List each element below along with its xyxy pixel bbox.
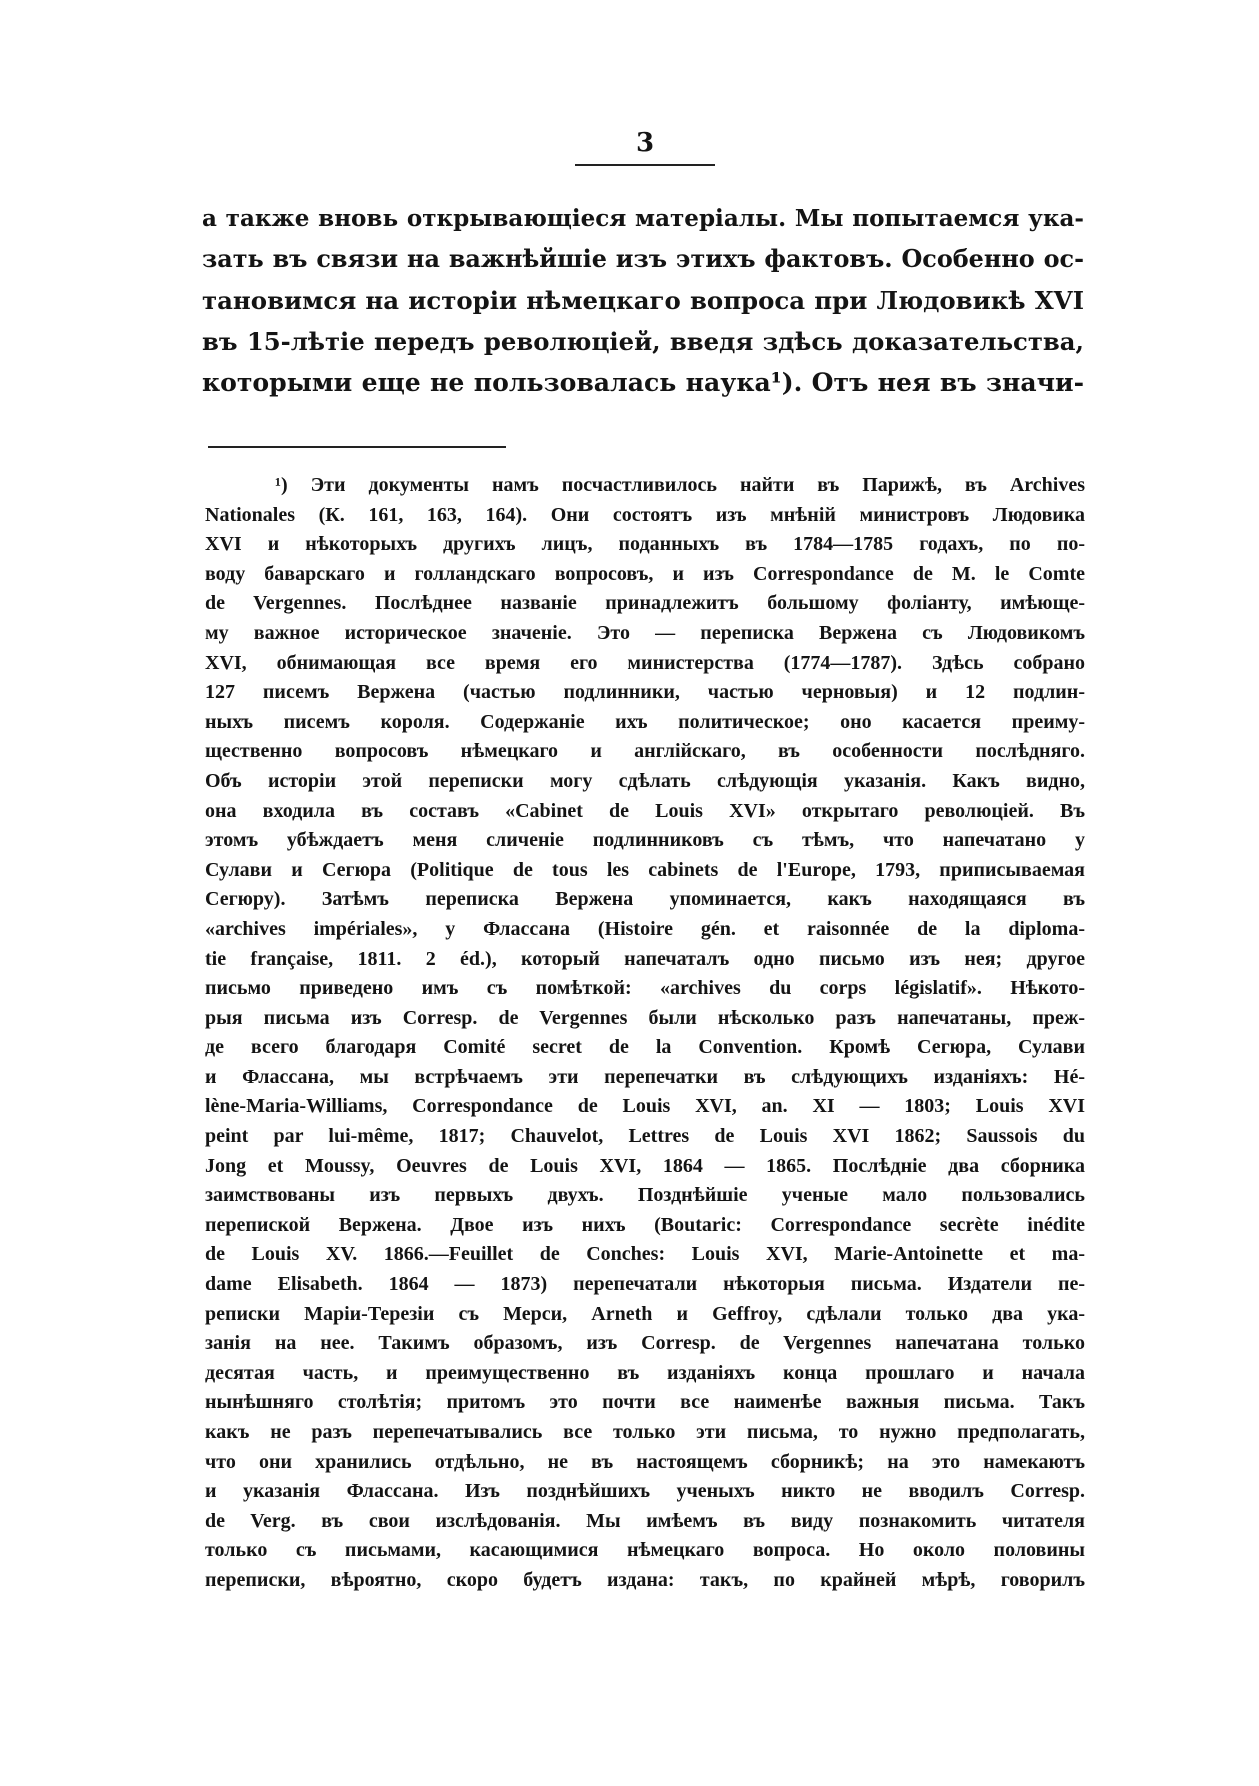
main-text-line: зать въ связи на важнѣйшіе изъ этихъ фактовъ. Особенно ос- <box>202 245 1084 273</box>
footnote-line: Объ исторіи этой переписки могу сдѣлать слѣдующія указанія. Какъ видно, <box>205 769 1085 792</box>
footnote-line: и указанія Флассана. Изъ позднѣйшихъ ученыхъ никто не вводилъ Corresp. <box>205 1480 1085 1503</box>
footnote-line: Nationales (К. 161, 163, 164). Они состоятъ изъ мнѣній министровъ Людовика <box>205 503 1085 526</box>
footnote-line: она входила въ составъ «Cabinet de Louis XVI» открытаго революціей. Въ <box>205 799 1085 822</box>
footnote-line: «archives impériales», у Флассана (Histoire gén. et raisonnée de la diploma- <box>205 917 1085 940</box>
footnote-line: lène-Maria-Williams, Correspondance de Louis XVI, an. XI — 1803; Louis XVI <box>205 1095 1085 1118</box>
footnote-line: Jong et Moussy, Oeuvres de Louis XVI, 1864 — 1865. Послѣдніе два сборника <box>205 1154 1085 1177</box>
footnote-line: и Флассана, мы встрѣчаемъ эти перепечатки въ слѣдующихъ изданіяхъ: Hé- <box>205 1065 1085 1088</box>
page-number: 3 <box>635 128 655 158</box>
footnote-line: заимствованы изъ первыхъ двухъ. Позднѣйшіе ученые мало пользовались <box>205 1184 1085 1207</box>
footnote-line: десятая часть, и преимущественно въ изданіяхъ конца прошлаго и начала <box>205 1361 1085 1384</box>
footnote-line: перепиской Вержена. Двое изъ нихъ (Boutaric: Correspondance secrète inédite <box>205 1213 1085 1236</box>
footnote-line: peint par lui-même, 1817; Chauvelot, Lettres de Louis XVI 1862; Saussois du <box>205 1125 1085 1148</box>
main-text-line: которыми еще не пользовалась наука¹). Отъ нея въ значи- <box>202 367 1084 397</box>
footnote-line: этомъ убѣждаетъ меня сличеніе подлинниковъ съ тѣмъ, что напечатано у <box>205 829 1085 852</box>
footnote-line: XVI, обнимающая все время его министерства (1774—1787). Здѣсь собрано <box>205 651 1085 674</box>
footnote-line: Сегюру). Затѣмъ переписка Вержена упоминается, какъ находящаяся въ <box>205 888 1085 911</box>
footnote-line: де всего благодаря Comité secret de la Convention. Кромѣ Сегюра, Сулави <box>205 1036 1085 1059</box>
footnote-line: 127 писемъ Вержена (частью подлинники, частью черновыя) и 12 подлин- <box>205 681 1085 704</box>
main-text-line: тановимся на исторіи нѣмецкаго вопроса при Людовикѣ XVI <box>202 286 1084 315</box>
footnote-line: dame Elisabeth. 1864 — 1873) перепечатали нѣкоторыя письма. Издатели пе- <box>205 1273 1085 1296</box>
main-text-line: а также вновь открывающіеся матеріалы. Мы попытаемся ука- <box>202 205 1084 232</box>
footnote-line: XVI и нѣкоторыхъ другихъ лицъ, поданныхъ въ 1784—1785 годахъ, по по- <box>205 533 1085 556</box>
main-text-line: въ 15-лѣтіе передъ революціей, введя здѣсь доказательства, <box>202 327 1084 356</box>
footnote-line: реписки Маріи-Терезіи съ Мерси, Arneth и Geffroy, сдѣлали только два ука- <box>205 1302 1085 1325</box>
footnote-line: нынѣшняго столѣтія; притомъ это почти все наименѣе важныя письма. Такъ <box>205 1391 1085 1414</box>
footnote-line: занія на нее. Такимъ образомъ, изъ Corresp. de Vergennes напечатана только <box>205 1332 1085 1355</box>
footnote-line: de Louis XV. 1866.—Feuillet de Conches: Louis XVI, Marie-Antoinette et ma- <box>205 1243 1085 1266</box>
footnote-line: рыя письма изъ Corresp. de Vergennes были нѣсколько разъ напечатаны, преж- <box>205 1006 1085 1029</box>
footnote-line: му важное историческое значеніе. Это — переписка Вержена съ Людовикомъ <box>205 621 1085 644</box>
footnote-line: письмо приведено имъ съ помѣткой: «archives du corps législatif». Нѣкото- <box>205 977 1085 1000</box>
footnote-line: tie française, 1811. 2 éd.), который напечаталъ одно письмо изъ нея; другое <box>205 947 1085 970</box>
footnote-line: de Verg. въ свои изслѣдованія. Мы имѣемъ въ виду познакомить читателя <box>205 1509 1085 1532</box>
footnote-line: ¹) Эти документы намъ посчастливилось найти въ Парижѣ, въ Archives <box>275 474 1085 496</box>
page-number-rule <box>575 164 715 166</box>
footnote-line: de Vergennes. Послѣднее названіе принадлежитъ большому фоліанту, имѣюще- <box>205 592 1085 615</box>
footnote-line: переписки, вѣроятно, скоро будетъ издана: такъ, по крайней мѣрѣ, говорилъ <box>205 1568 1085 1591</box>
footnote-line: Сулави и Сегюра (Politique de tous les cabinets de l'Europe, 1793, приписываемая <box>205 858 1085 881</box>
footnote-line: ныхъ писемъ короля. Содержаніе ихъ политическое; оно касается преиму- <box>205 710 1085 733</box>
footnote-line: только съ письмами, касающимися нѣмецкаго вопроса. Но около половины <box>205 1539 1085 1562</box>
footnote-line: воду баварскаго и голландскаго вопросовъ, и изъ Correspondance de M. le Comte <box>205 562 1085 585</box>
footnote-line: какъ не разъ перепечатывались все только эти письма, то нужно предполагать, <box>205 1421 1085 1443</box>
footnote-block <box>205 471 1085 1596</box>
footnote-line: что они хранились отдѣльно, не въ настоящемъ сборникѣ; на это намекаютъ <box>205 1450 1085 1473</box>
main-text-block <box>202 198 1084 403</box>
footnote-separator <box>208 446 506 448</box>
footnote-line: щественно вопросовъ нѣмецкаго и англійскаго, въ особенности послѣдняго. <box>205 740 1085 763</box>
